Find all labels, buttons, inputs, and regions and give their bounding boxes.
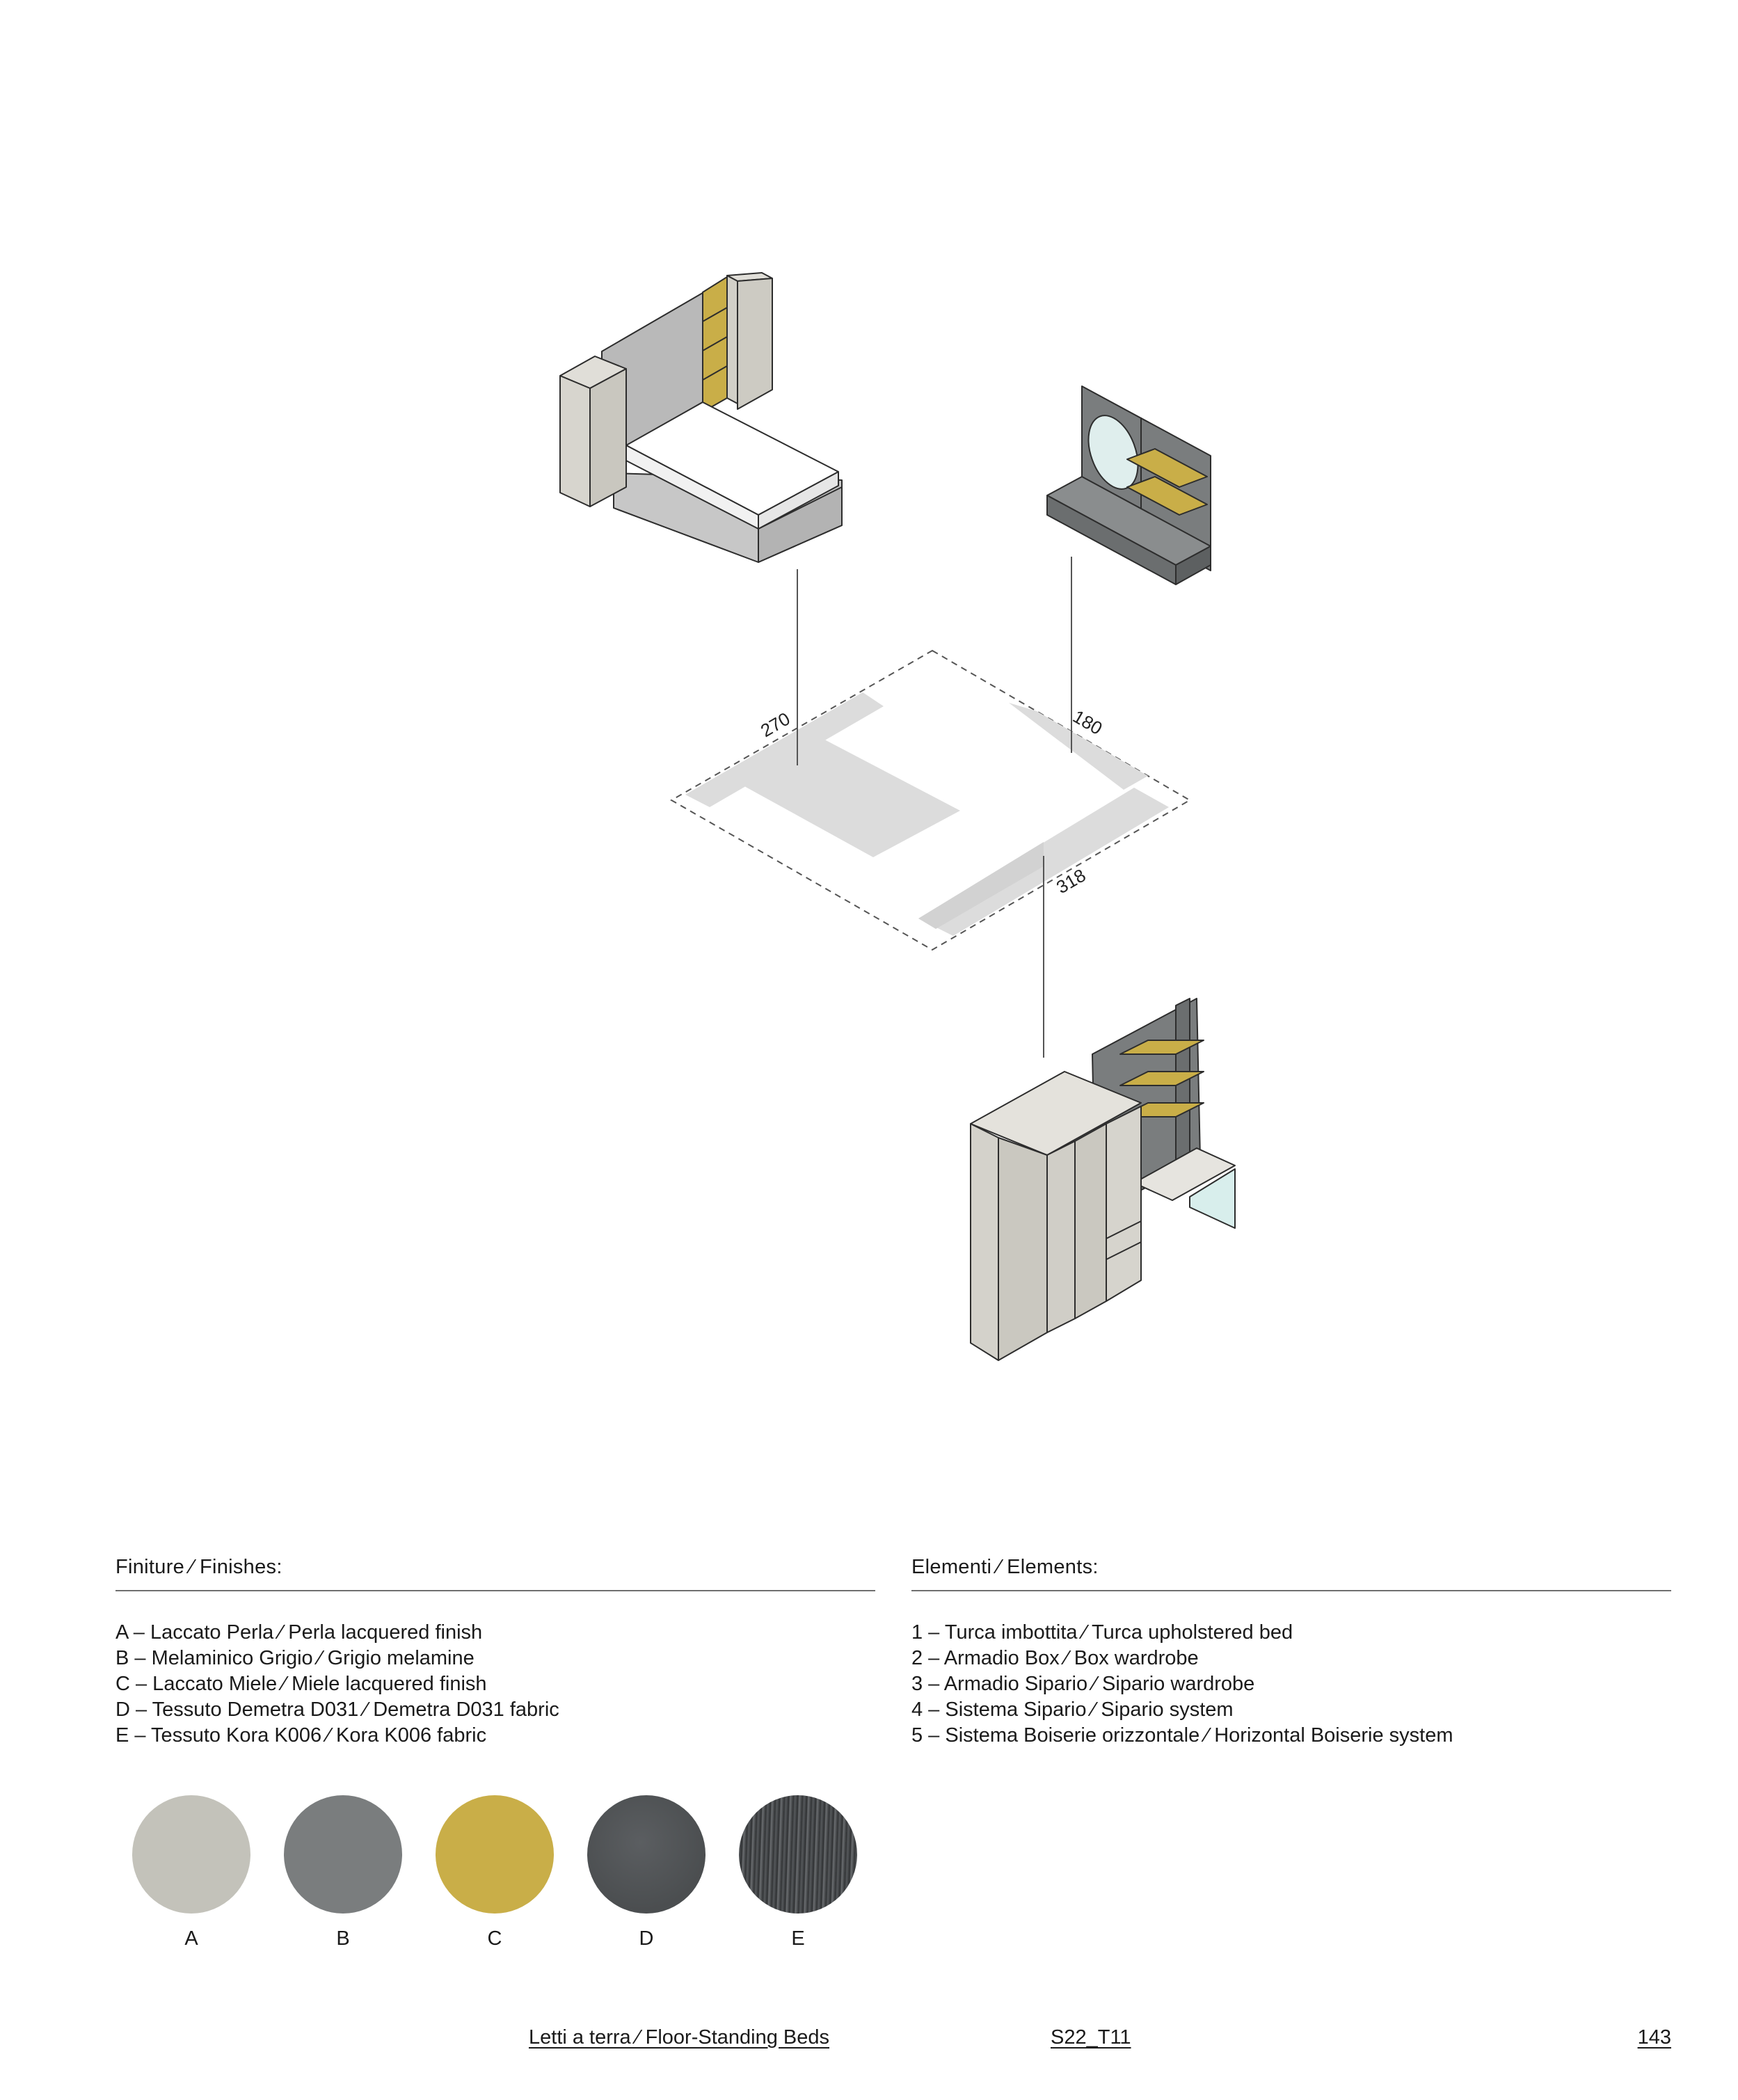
element-item: 2 – Armadio Box ⁄ Box wardrobe bbox=[911, 1647, 1199, 1669]
dimension-left-depth: 270 bbox=[757, 708, 794, 742]
finish-item: C – Laccato Miele ⁄ Miele lacquered finish bbox=[115, 1673, 487, 1695]
swatch-label-e: E bbox=[791, 1927, 805, 1950]
elements-divider bbox=[911, 1590, 1671, 1591]
swatch-a bbox=[132, 1795, 250, 1914]
page-number[interactable]: 143 bbox=[1637, 2026, 1671, 2049]
dimension-front-width: 318 bbox=[1053, 864, 1090, 898]
finishes-list bbox=[115, 1620, 559, 1749]
finish-item: D – Tessuto Demetra D031 ⁄ Demetra D031 fabric bbox=[115, 1699, 559, 1721]
swatch-label-d: D bbox=[639, 1927, 654, 1950]
swatch-d bbox=[587, 1795, 705, 1914]
swatch-label-a: A bbox=[184, 1927, 198, 1950]
elements-list bbox=[911, 1620, 1453, 1749]
swatch-c bbox=[436, 1795, 554, 1914]
bed-with-wardrobes-illustration bbox=[560, 273, 842, 562]
elements-title: Elementi ⁄ Elements: bbox=[911, 1556, 1099, 1578]
boiserie-desk-illustration bbox=[1047, 386, 1211, 584]
swatch-e bbox=[739, 1795, 857, 1914]
finish-item: A – Laccato Perla ⁄ Perla lacquered finish bbox=[115, 1621, 483, 1644]
swatch-b bbox=[284, 1795, 402, 1914]
footer-category-link[interactable]: Letti a terra ⁄ Floor-Standing Beds bbox=[529, 2026, 830, 2049]
dimension-right-depth: 180 bbox=[1069, 706, 1106, 739]
footer-code-link[interactable]: S22_T11 bbox=[1051, 2026, 1131, 2049]
swatch-label-c: C bbox=[487, 1927, 502, 1950]
finish-item: B – Melaminico Grigio ⁄ Grigio melamine bbox=[115, 1647, 475, 1669]
element-item: 5 – Sistema Boiserie orizzontale ⁄ Horizontal Boiserie system bbox=[911, 1724, 1453, 1747]
finishes-title: Finiture ⁄ Finishes: bbox=[115, 1556, 282, 1578]
element-item: 1 – Turca imbottita ⁄ Turca upholstered bed bbox=[911, 1621, 1293, 1644]
finishes-divider bbox=[115, 1590, 875, 1591]
floor-plan bbox=[671, 557, 1190, 1058]
finish-item: E – Tessuto Kora K006 ⁄ Kora K006 fabric bbox=[115, 1724, 487, 1747]
element-item: 3 – Armadio Sipario ⁄ Sipario wardrobe bbox=[911, 1673, 1255, 1695]
wardrobe-desk-illustration bbox=[971, 999, 1235, 1360]
element-item: 4 – Sistema Sipario ⁄ Sipario system bbox=[911, 1699, 1234, 1721]
swatch-label-b: B bbox=[336, 1927, 350, 1950]
